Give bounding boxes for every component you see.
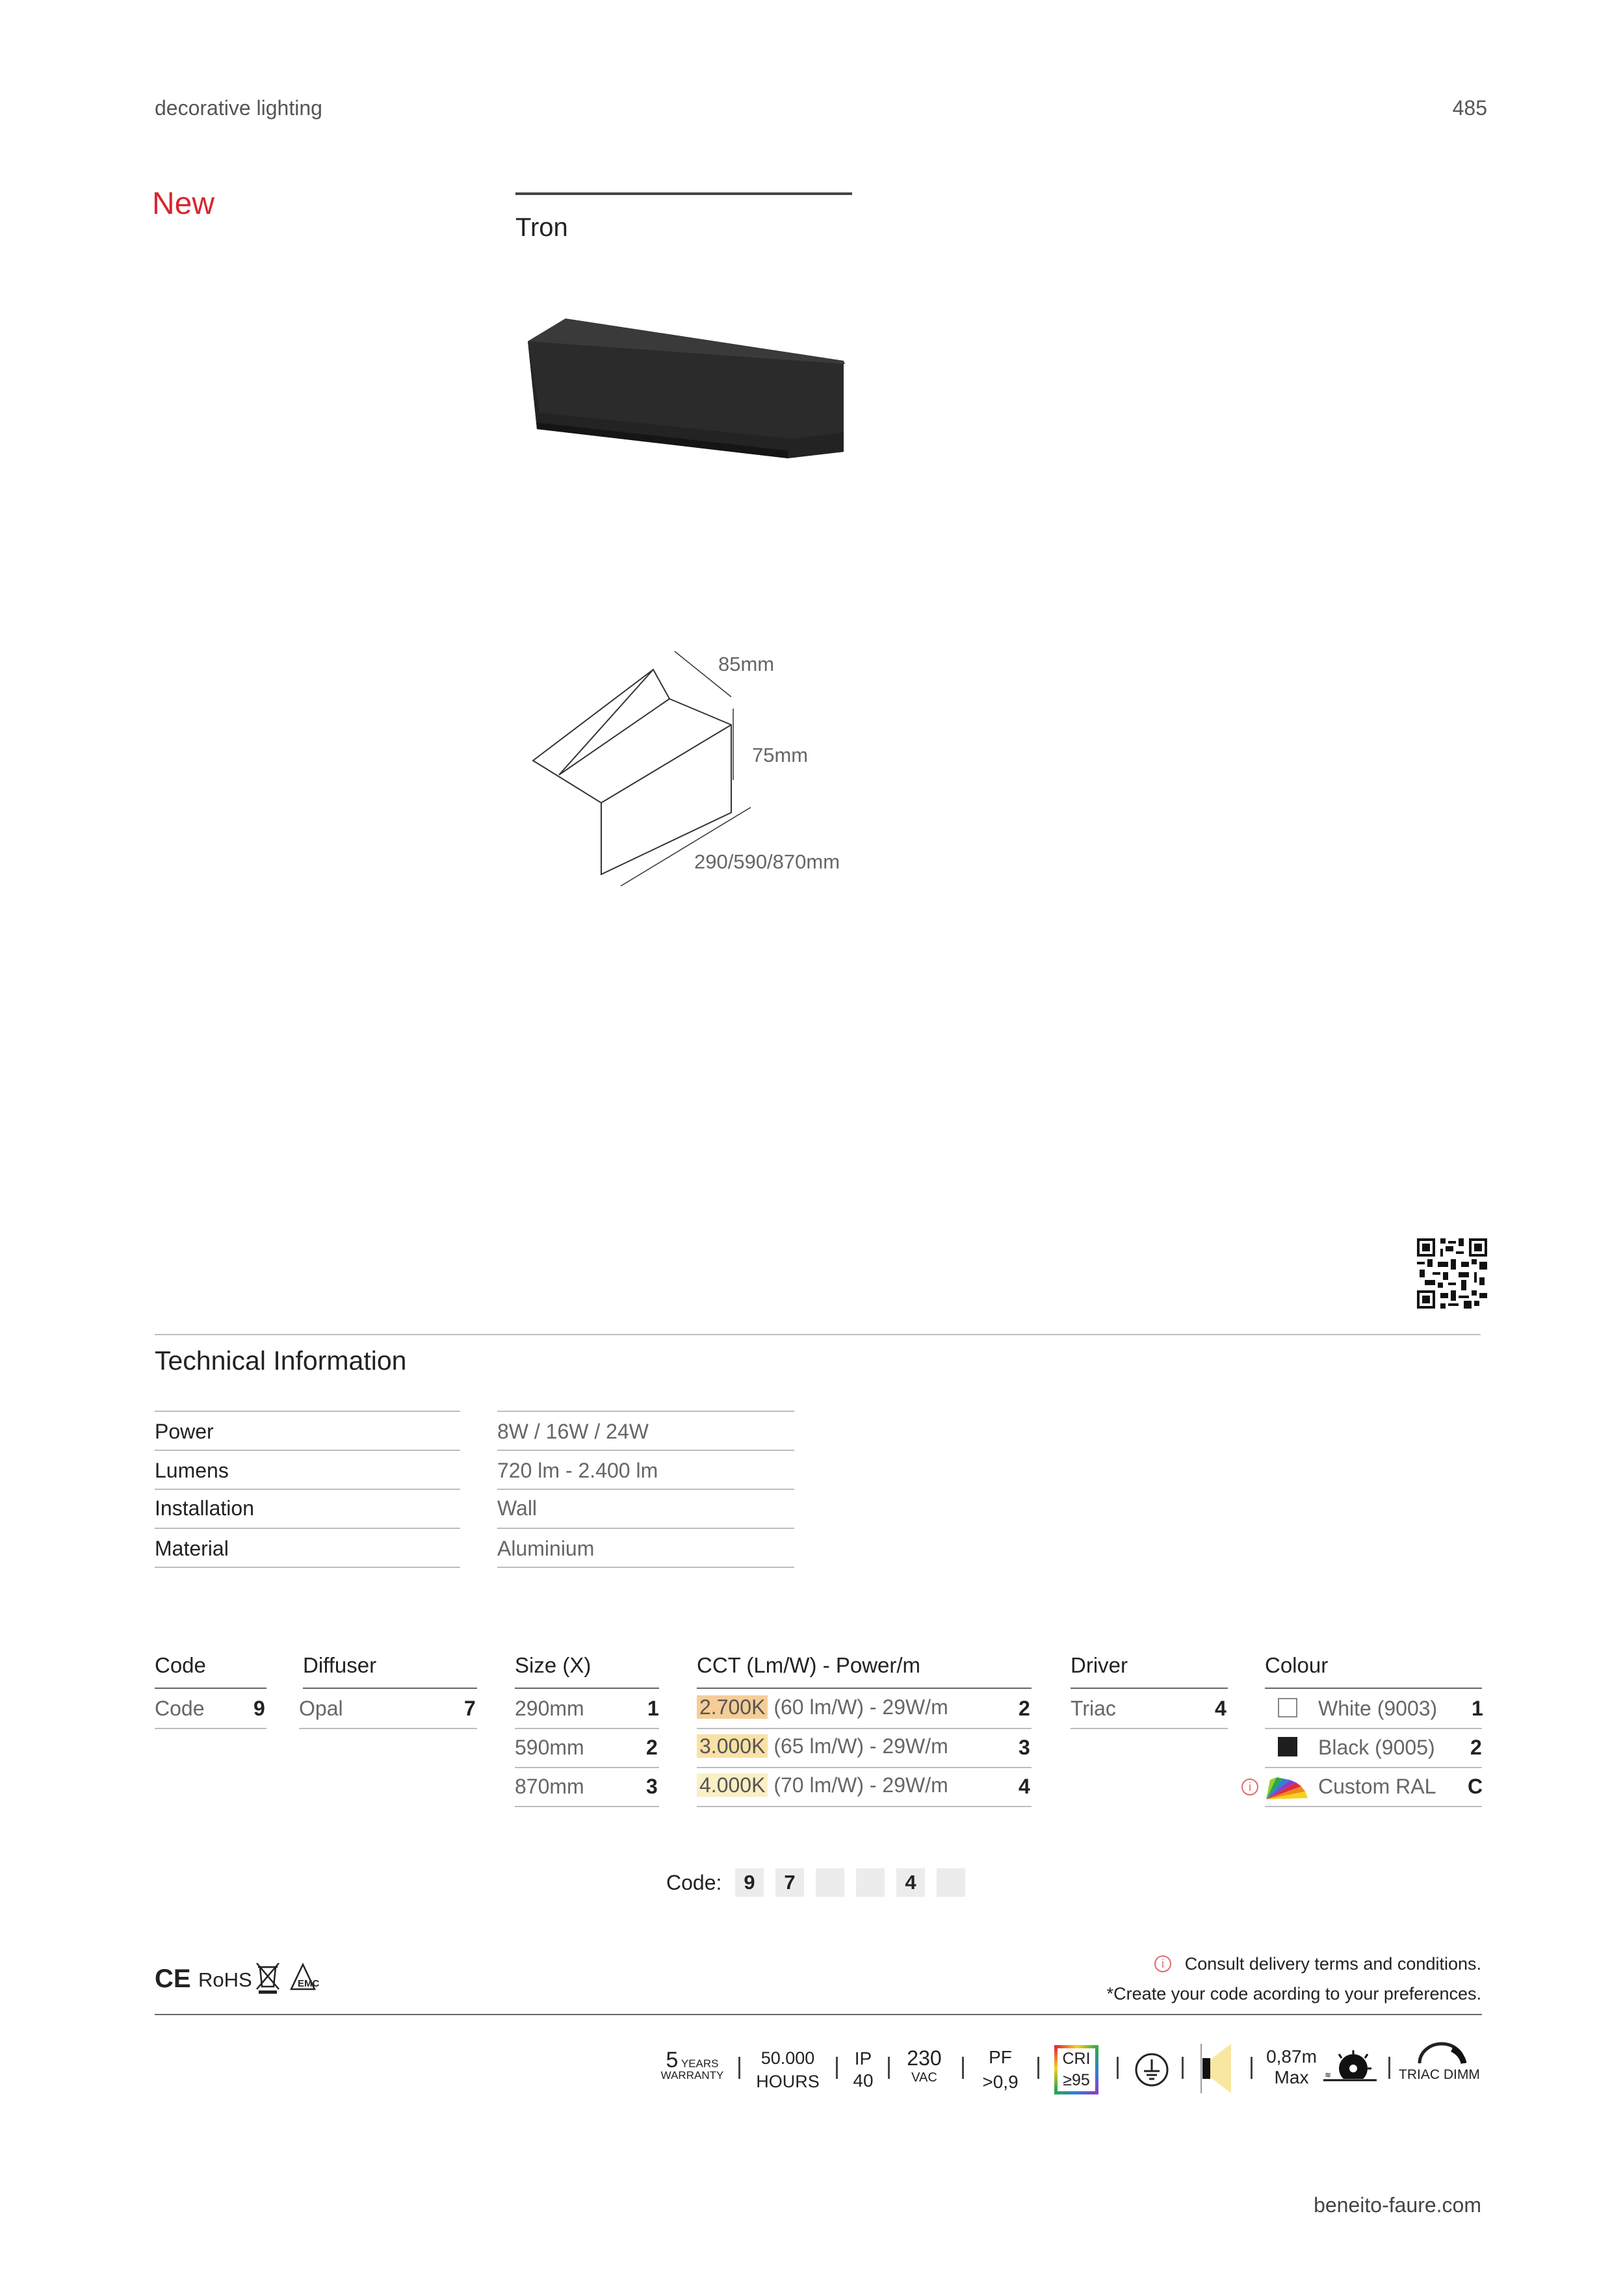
tech-value-installation: Wall (497, 1496, 538, 1520)
row-rule (1071, 1728, 1228, 1729)
ral-fan-icon (1264, 1773, 1310, 1802)
header-code: Code (155, 1653, 206, 1677)
size-option[interactable]: 290mm (515, 1697, 584, 1720)
row-rule (515, 1806, 659, 1807)
tech-value-material: Aluminium (497, 1537, 595, 1560)
tech-rule (497, 1528, 794, 1529)
tech-rule (155, 1567, 460, 1568)
create-code-note: *Create your code acording to your preferences. (1106, 1984, 1481, 2003)
cct-detail: (70 lm/W) - 29W/m (768, 1773, 948, 1797)
separator (1117, 2057, 1119, 2079)
row-rule (697, 1728, 1032, 1729)
size-number: 3 (646, 1775, 658, 1798)
tech-value-power: 8W / 16W / 24W (497, 1420, 649, 1443)
cct-detail: (60 lm/W) - 29W/m (768, 1695, 948, 1719)
cct-number: 4 (1019, 1775, 1030, 1798)
size-number: 2 (646, 1736, 658, 1759)
ip-rating-icon (844, 2048, 883, 2092)
tech-value-lumens: 720 lm - 2.400 lm (497, 1459, 658, 1482)
cct-number: 3 (1019, 1736, 1030, 1759)
weee-bin-icon (255, 1961, 281, 1994)
technical-title: Technical Information (155, 1346, 407, 1376)
separator (1388, 2057, 1390, 2079)
header-cct: CCT (Lm/W) - Power/m (697, 1653, 921, 1677)
row-rule (1265, 1767, 1482, 1768)
cable-label: Max (1274, 2067, 1309, 2087)
row-rule (299, 1728, 477, 1729)
black-swatch (1278, 1737, 1297, 1756)
voltage-icon (898, 2046, 950, 2085)
tech-rule (155, 1528, 460, 1529)
light-direction-icon (1196, 2041, 1232, 2096)
section-divider (155, 1334, 1481, 1335)
warranty-unit: YEARS (681, 2057, 719, 2070)
row-rule (1265, 1728, 1482, 1729)
colour-number: C (1468, 1775, 1483, 1798)
driver-number: 4 (1215, 1697, 1227, 1720)
header-driver: Driver (1071, 1653, 1128, 1677)
cct-number: 2 (1019, 1697, 1030, 1720)
cable-length-icon (1261, 2046, 1322, 2088)
warranty-label: WARRANTY (660, 2069, 724, 2081)
info-icon[interactable]: i (1154, 1955, 1171, 1972)
cct-option[interactable] (697, 1773, 948, 1797)
size-option[interactable]: 870mm (515, 1775, 584, 1798)
delivery-note: Consult delivery terms and conditions. (1184, 1954, 1481, 1974)
col-rule (515, 1688, 659, 1689)
size-option[interactable]: 590mm (515, 1736, 584, 1759)
code-cell: Code (155, 1697, 205, 1720)
tech-rule (497, 1489, 794, 1490)
separator (738, 2057, 740, 2079)
earth-ground-icon (1134, 2052, 1170, 2088)
new-badge: New (152, 187, 215, 221)
header-size: Size (X) (515, 1653, 591, 1677)
col-rule (155, 1688, 266, 1689)
dimming-label: TRIAC DIMM (1399, 2067, 1480, 2082)
qr-code (1417, 1238, 1487, 1309)
tech-label-material: Material (155, 1537, 229, 1560)
colour-option[interactable]: Custom RAL (1318, 1775, 1436, 1798)
hours-value: 50.000 (760, 2048, 815, 2068)
code-builder-label: Code: (666, 1871, 722, 1894)
voltage-value: 230 (907, 2046, 942, 2070)
dim-length: 290/590/870mm (694, 850, 840, 873)
tech-rule (497, 1411, 794, 1412)
tech-label-installation: Installation (155, 1496, 254, 1520)
separator (1037, 2057, 1039, 2079)
product-name: Tron (515, 213, 568, 242)
hours-label: HOURS (756, 2072, 820, 2091)
cct-kelvin: 4.000K (697, 1773, 768, 1797)
tech-rule (497, 1450, 794, 1451)
col-rule (697, 1688, 1032, 1689)
code-slot[interactable]: 9 (735, 1868, 764, 1897)
code-slot[interactable]: 4 (896, 1868, 925, 1897)
warranty-years: 5 (666, 2048, 679, 2072)
cri-label: CRI (1062, 2050, 1091, 2068)
pf-label: PF (989, 2047, 1012, 2067)
col-rule (1071, 1688, 1228, 1689)
colour-option[interactable]: Black (9005) (1318, 1736, 1435, 1759)
row-rule (515, 1767, 659, 1768)
code-slot[interactable] (937, 1868, 965, 1897)
dim-depth: 85mm (718, 653, 775, 675)
col-rule (303, 1688, 477, 1689)
cct-option[interactable] (697, 1734, 948, 1758)
title-rule (515, 192, 852, 195)
power-factor-icon (972, 2045, 1028, 2094)
driver-option[interactable]: Triac (1071, 1697, 1116, 1720)
voltage-unit: VAC (911, 2070, 937, 2085)
separator (962, 2057, 964, 2079)
tech-rule (497, 1567, 794, 1568)
code-slot[interactable]: 7 (775, 1868, 804, 1897)
rohs-label: RoHS (198, 1968, 252, 1991)
cable-value: 0,87m (1266, 2046, 1317, 2067)
separator (1251, 2057, 1253, 2079)
colour-option[interactable]: White (9003) (1318, 1697, 1438, 1720)
tech-label-lumens: Lumens (155, 1459, 229, 1482)
website-link[interactable]: beneito-faure.com (1314, 2193, 1481, 2217)
svg-text:EMC: EMC (298, 1978, 320, 1989)
svg-text:≋: ≋ (1325, 2070, 1332, 2080)
white-swatch (1278, 1698, 1297, 1717)
separator (888, 2057, 890, 2079)
hours-icon (749, 2046, 827, 2093)
header-diffuser: Diffuser (303, 1653, 377, 1677)
cri-icon (1054, 2045, 1098, 2094)
installation-icon (1323, 2050, 1377, 2087)
code-number: 9 (253, 1697, 265, 1720)
size-number: 1 (647, 1697, 659, 1720)
dimming-icon (1416, 2041, 1468, 2067)
cct-kelvin: 3.000K (697, 1734, 768, 1758)
cct-option[interactable] (697, 1695, 948, 1719)
info-icon[interactable]: i (1241, 1779, 1258, 1795)
colour-number: 1 (1472, 1697, 1483, 1720)
ip-value: 40 (853, 2070, 874, 2091)
page-number: 485 (1452, 96, 1487, 120)
row-rule (697, 1806, 1032, 1807)
header-colour: Colour (1265, 1653, 1329, 1677)
diffuser-option[interactable]: Opal (299, 1697, 343, 1720)
cct-kelvin: 2.700K (697, 1695, 768, 1719)
colour-number: 2 (1470, 1736, 1482, 1759)
ce-mark-icon: CE (155, 1964, 191, 1993)
col-rule (1265, 1688, 1482, 1689)
section-title: decorative lighting (155, 96, 322, 120)
tech-rule (155, 1489, 460, 1490)
product-image (520, 312, 858, 468)
diffuser-number: 7 (464, 1697, 476, 1720)
cct-detail: (65 lm/W) - 29W/m (768, 1734, 948, 1758)
tech-rule (155, 1450, 460, 1451)
feature-divider (155, 2014, 1482, 2015)
row-rule (697, 1767, 1032, 1768)
row-rule (515, 1728, 659, 1729)
row-rule (155, 1728, 266, 1729)
dim-height: 75mm (752, 744, 809, 766)
row-rule (1265, 1806, 1482, 1807)
code-slot[interactable] (856, 1868, 885, 1897)
pf-value: >0,9 (982, 2072, 1019, 2092)
cri-value: ≥95 (1063, 2071, 1090, 2089)
emc-icon (289, 1962, 326, 1992)
code-slot[interactable] (816, 1868, 844, 1897)
warranty-icon (656, 2048, 728, 2086)
tech-label-power: Power (155, 1420, 214, 1443)
tech-rule (155, 1411, 460, 1412)
separator (836, 2057, 838, 2079)
separator (1182, 2057, 1184, 2079)
ip-label: IP (854, 2048, 872, 2068)
